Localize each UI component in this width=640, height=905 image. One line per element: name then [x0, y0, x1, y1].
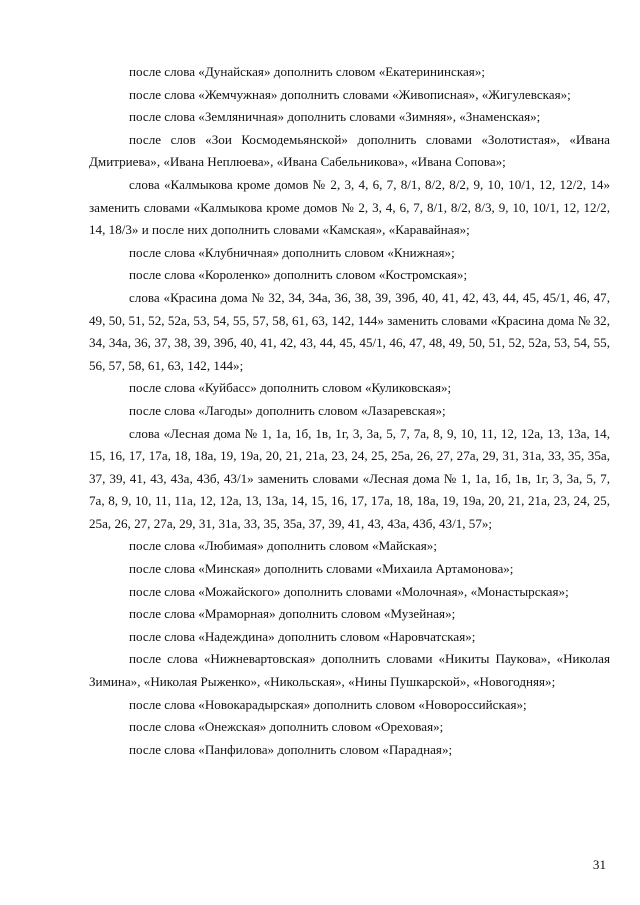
- paragraph: после слова «Онежская» дополнить словом «Ореховая»;: [129, 719, 444, 735]
- paragraph: после слова «Лагоды» дополнить словом «Лазаревская»;: [129, 402, 446, 418]
- paragraph: слова «Калмыкова кроме домов № 2, 3, 4, 6, 7, 8/1, 8/2, 8/2, 9, 10, 10/1, 12, 12/2, 14» заменить словами «Калмыкова кроме домов № 2, 3, 4, 6, 7, 8/1, 8/2, 8/3, 9, 10, 10/1, 12, 12/2, 14, 18/3» и после них дополнить словами «Камская», «Каравайная»;: [89, 176, 610, 238]
- paragraph: после слова «Дунайская» дополнить словом «Екатерининская»;: [129, 64, 486, 79]
- paragraph: после слова «Жемчужная» дополнить словами «Живописная», «Жигулевская»;: [129, 86, 571, 102]
- paragraph: слова «Лесная дома № 1, 1а, 1б, 1в, 1г, 3, 3а, 5, 7, 7а, 8, 9, 10, 11, 12, 12а, 13, 13а, 14, 15, 16, 17, 17а, 18, 18а, 19, 19а, 20, 21, 21а, 23, 24, 25, 25а, 26, 27, 27а, 29, 31, 31а, 33, 35, 35а, 37, 39, 41, 43, 43а, 43б, 43/1» заменить словами «Лесная дома № 1, 1а, 1б, 1в, 1г, 3, 3а, 5, 7, 7а, 8, 9, 10, 11, 11а, 12, 12а, 13, 13а, 14, 15, 16, 17, 17а, 18, 18а, 19, 19а, 20, 21, 21а, 23, 24, 25, 25а, 26, 27, 27а, 29, 31, 31а, 33, 35, 35а, 37, 39, 41, 43, 43а, 43б, 43/1, 57»;: [89, 425, 610, 531]
- paragraph: после слова «Можайского» дополнить словами «Молочная», «Монастырская»;: [129, 583, 569, 599]
- paragraph: после слова «Мраморная» дополнить словом «Музейная»;: [129, 606, 456, 622]
- paragraph: после слова «Надеждина» дополнить словом «Наровчатская»;: [129, 628, 476, 644]
- paragraph: после слова «Короленко» дополнить словом «Костромская»;: [129, 267, 468, 283]
- paragraph: после слова «Куйбасс» дополнить словом «Куликовская»;: [129, 380, 452, 396]
- paragraph: после слова «Земляничная» дополнить словами «Зимняя», «Знаменская»;: [129, 109, 541, 125]
- paragraph: слова «Красина дома № 32, 34, 34а, 36, 38, 39, 39б, 40, 41, 42, 43, 44, 45, 45/1, 46, 47, 49, 50, 51, 52, 52а, 53, 54, 55, 57, 58, 61, 63, 142, 144» заменить словами «Красина дома № 32, 34, 34а, 36, 37, 38, 39, 39б, 40, 41, 42, 43, 44, 45, 45/1, 46, 47, 48, 49, 50, 51, 52, 52а, 53, 54, 55, 56, 57, 58, 61, 63, 142, 144»;: [89, 289, 610, 373]
- paragraph: после слова «Минская» дополнить словами «Михаила Артамонова»;: [129, 561, 514, 577]
- paragraph: после слова «Нижневартовская» дополнить словами «Никиты Паукова», «Николая Зимина», «Николая Рыженко», «Никольская», «Нины Пушкарской», «Новогодняя»;: [89, 651, 610, 690]
- paragraph: после слова «Любимая» дополнить словом «Майская»;: [129, 538, 437, 554]
- paragraph: после слова «Панфилова» дополнить словом «Парадная»;: [129, 741, 453, 757]
- page-number: 31: [592, 857, 606, 872]
- paragraph: после слова «Новокарадырская» дополнить словом «Новороссийская»;: [129, 696, 527, 712]
- paragraph: после слова «Клубничная» дополнить словом «Книжная»;: [129, 244, 455, 260]
- paragraph: после слов «Зои Космодемьянской» дополнить словами «Золотистая», «Ивана Дмитриева», «Ивана Неплюева», «Ивана Сабельникова», «Ивана Сопова»;: [89, 131, 610, 170]
